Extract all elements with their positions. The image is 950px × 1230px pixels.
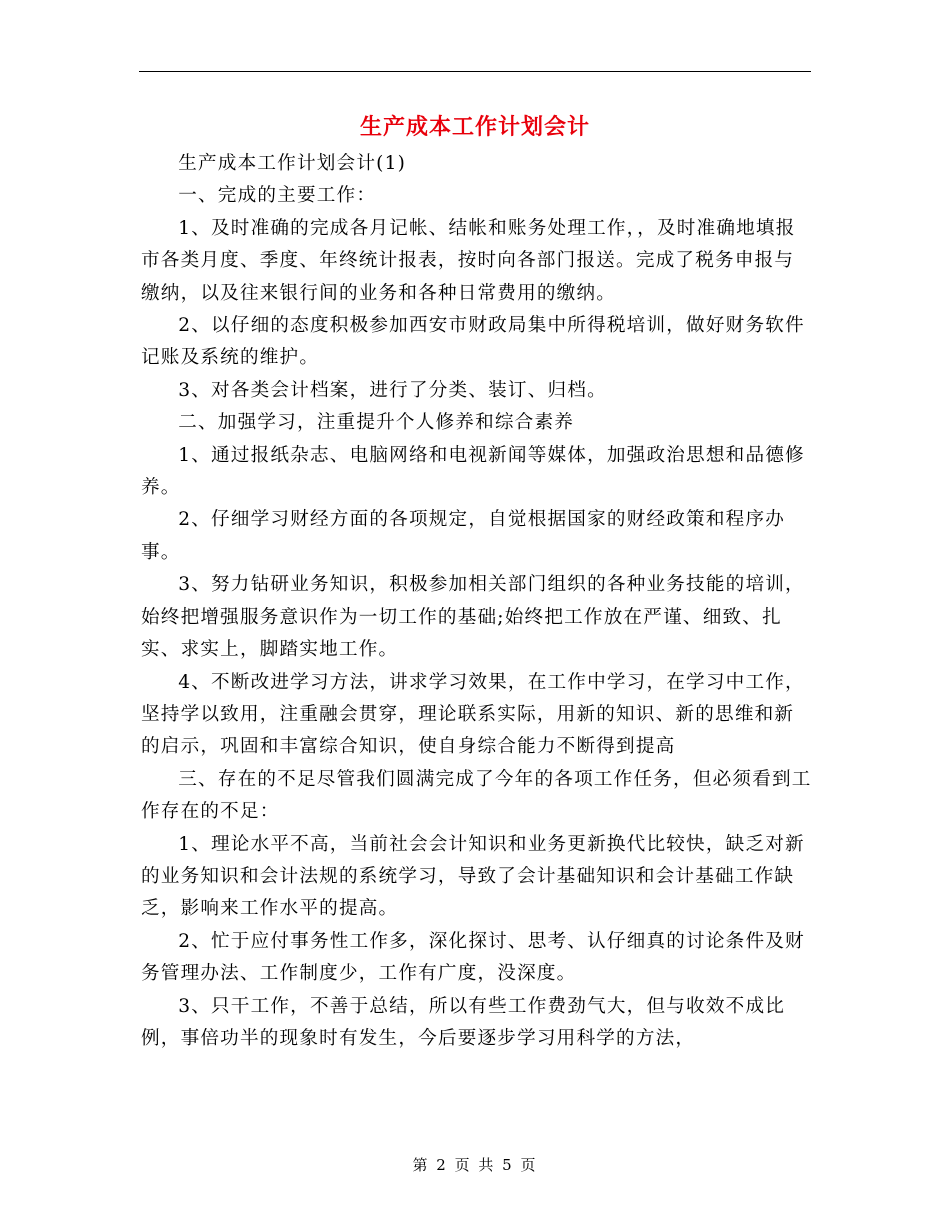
paragraph: 3、只干工作，不善于总结，所以有些工作费劲气大，但与收效不成比例，事倍功半的现象时有发生，今后要逐步学习用科学的方法， [141,995,786,1049]
document-body [141,148,813,1055]
paragraph: 2、忙于应付事务性工作多，深化探讨、思考、认仔细真的讨论条件及财务管理办法、工作制度少，工作有广度，没深度。 [141,930,805,985]
paragraph: 4、不断改进学习方法，讲求学习效果，在工作中学习，在学习中工作，坚持学以致用，注重融会贯穿，理论联系实际，用新的知识、新的思维和新的启示，巩固和丰富综合知识，使自身综合能力不断得到提高 [141,671,805,758]
paragraph: 生产成本工作计划会计(1) [178,153,407,174]
header-rule [139,71,811,72]
paragraph: 1、通过报纸杂志、电脑网络和电视新闻等媒体，加强政治思想和品德修养。 [141,444,805,499]
paragraph: 1、及时准确的完成各月记帐、结帐和账务处理工作，，及时准确地填报市各类月度、季度、年终统计报表，按时向各部门报送。完成了税务申报与缴纳，以及往来银行间的业务和各种日常费用的缴纳。 [141,217,796,304]
paragraph: 1、理论水平不高，当前社会会计知识和业务更新换代比较快，缺乏对新的业务知识和会计法规的系统学习，导致了会计基础知识和会计基础工作缺乏，影响来工作水平的提高。 [141,833,805,920]
paragraph: 3、对各类会计档案，进行了分类、装订、归档。 [178,379,607,401]
page-footer: 第 2 页 共 5 页 [412,1156,538,1174]
paragraph: 3、努力钻研业务知识，积极参加相关部门组织的各种业务技能的培训，始终把增强服务意识作为一切工作的基础;始终把工作放在严谨、细致、扎实、求实上，脚踏实地工作。 [141,574,805,661]
paragraph: 一、完成的主要工作： [178,185,377,207]
paragraph: 2、仔细学习财经方面的各项规定，自觉根据国家的财经政策和程序办事。 [141,509,786,563]
paragraph: 二、加强学习，注重提升个人修养和综合素养 [178,412,575,434]
document-title: 生产成本工作计划会计 [359,114,590,140]
paragraph: 三、存在的不足尽管我们圆满完成了今年的各项工作任务，但必须看到工作存在的不足： [141,768,812,823]
paragraph: 2、以仔细的态度积极参加西安市财政局集中所得税培训，做好财务软件记账及系统的维护。 [141,315,805,369]
